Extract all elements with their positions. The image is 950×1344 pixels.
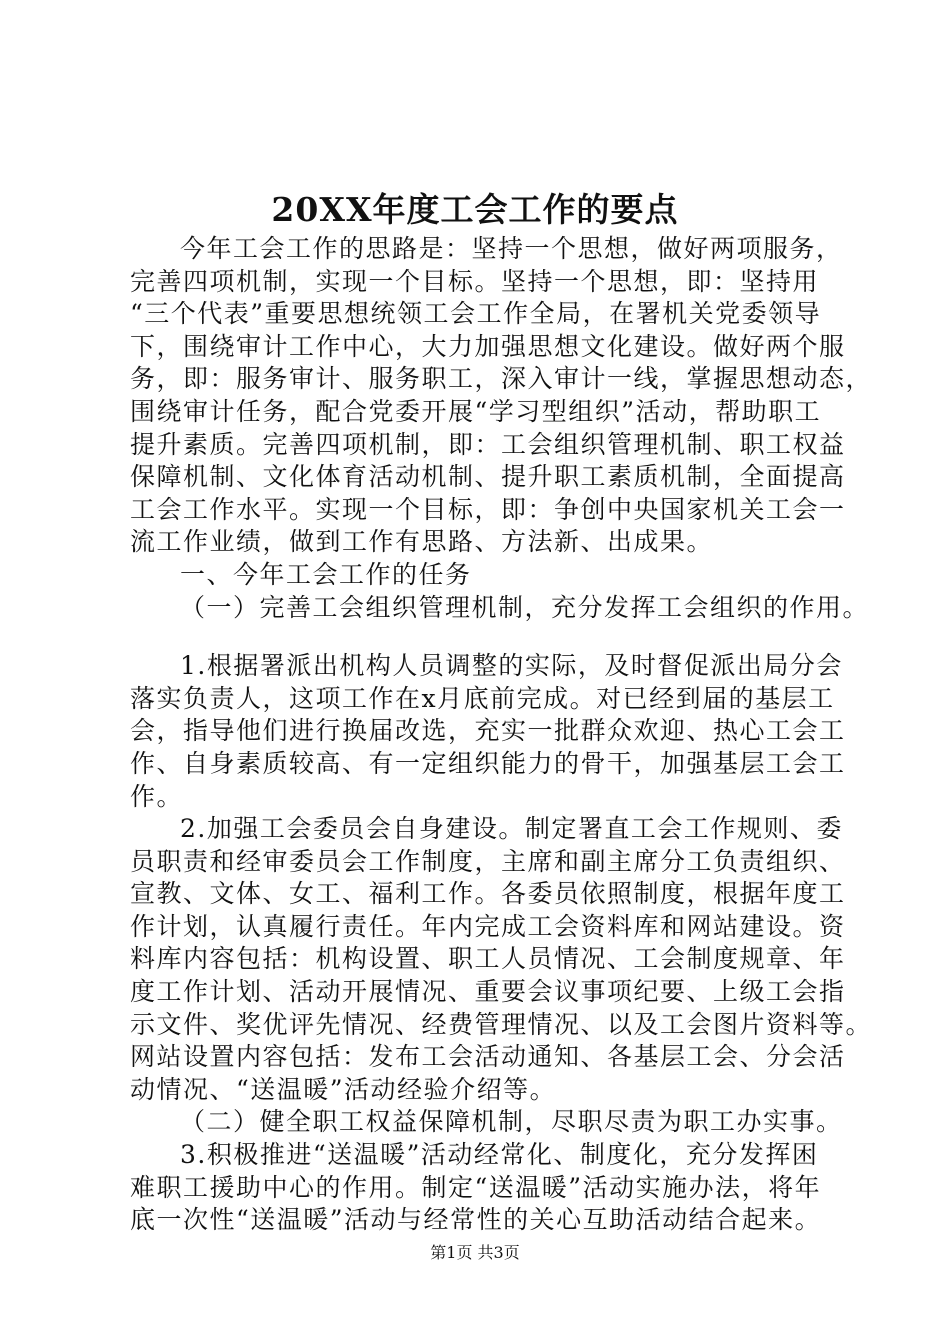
subsection-heading: （一）完善工会组织管理机制，充分发挥工会组织的作用。 [180, 592, 870, 622]
page-footer: 第1页 共3页 [430, 1243, 520, 1262]
paragraph-line: 料库内容包括：机构设置、职工人员情况、工会制度规章、年 [130, 944, 846, 974]
paragraph-line: 工会工作水平。实现一个目标，即：争创中央国家机关工会一 [130, 494, 846, 524]
paragraph-line: 下，围绕审计工作中心，大力加强思想文化建设。做好两个服 [130, 331, 846, 361]
paragraph-line: 3.积极推进“送温暖”活动经常化、制度化，充分发挥困 [180, 1140, 819, 1170]
paragraph-line: “三个代表”重要思想统领工会工作全局，在署机关党委领导 [130, 299, 822, 329]
paragraph-line: 动情况、“送温暖”活动经验介绍等。 [130, 1074, 557, 1104]
subsection-heading: （二）健全职工权益保障机制，尽职尽责为职工办实事。 [180, 1107, 843, 1137]
paragraph-line: 员职责和经审委员会工作制度，主席和副主席分工负责组织、 [130, 846, 846, 876]
paragraph-line: 会，指导他们进行换届改选，充实一批群众欢迎、热心工会工 [130, 716, 846, 746]
paragraph-line: 务，即：服务审计、服务职工，深入审计一线，掌握思想动态， [130, 364, 873, 394]
paragraph-line: 作。 [130, 781, 184, 811]
paragraph-line: 完善四项机制，实现一个目标。坚持一个思想，即：坚持用 [130, 266, 820, 296]
paragraph-line: 作、自身素质较高、有一定组织能力的骨干，加强基层工会工 [130, 748, 846, 778]
paragraph-line: 1.根据署派出机构人员调整的实际，及时督促派出局分会 [180, 651, 843, 681]
paragraph-line: 今年工会工作的思路是：坚持一个思想，做好两项服务， [180, 234, 843, 263]
paragraph-line: 提升素质。完善四项机制，即：工会组织管理机制、职工权益 [130, 429, 846, 459]
paragraph-line: 示文件、奖优评先情况、经费管理情况、以及工会图片资料等。 [130, 1009, 873, 1039]
paragraph-line: 网站设置内容包括：发布工会活动通知、各基层工会、分会活 [130, 1042, 846, 1072]
blank-line [130, 624, 858, 650]
paragraph-line: 保障机制、文化体育活动机制、提升职工素质机制，全面提高 [130, 462, 846, 492]
paragraph-line: 难职工援助中心的作用。制定“送温暖”活动实施办法，将年 [130, 1172, 822, 1202]
paragraph-line: 流工作业绩，做到工作有思路、方法新、出成果。 [130, 527, 714, 557]
paragraph-line: 度工作计划、活动开展情况、重要会议事项纪要、上级工会指 [130, 977, 846, 1007]
section-heading: 一、今年工会工作的任务 [180, 559, 472, 589]
paragraph-line: 宣教、文体、女工、福利工作。各委员依照制度，根据年度工 [130, 879, 846, 909]
paragraph-line: 2.加强工会委员会自身建设。制定署直工会工作规则、委 [180, 814, 843, 844]
paragraph-line: 围绕审计任务，配合党委开展“学习型组织”活动，帮助职工 [130, 396, 822, 426]
paragraph-line: 底一次性“送温暖”活动与经常性的关心互助活动结合起来。 [130, 1205, 822, 1235]
paragraph-line: 落实负责人，这项工作在x月底前完成。对已经到届的基层工 [130, 683, 835, 713]
document-body [130, 233, 873, 1237]
paragraph-line: 作计划，认真履行责任。年内完成工会资料库和网站建设。资 [130, 911, 846, 941]
document-title: 20XX年度工会工作的要点 [271, 190, 679, 229]
